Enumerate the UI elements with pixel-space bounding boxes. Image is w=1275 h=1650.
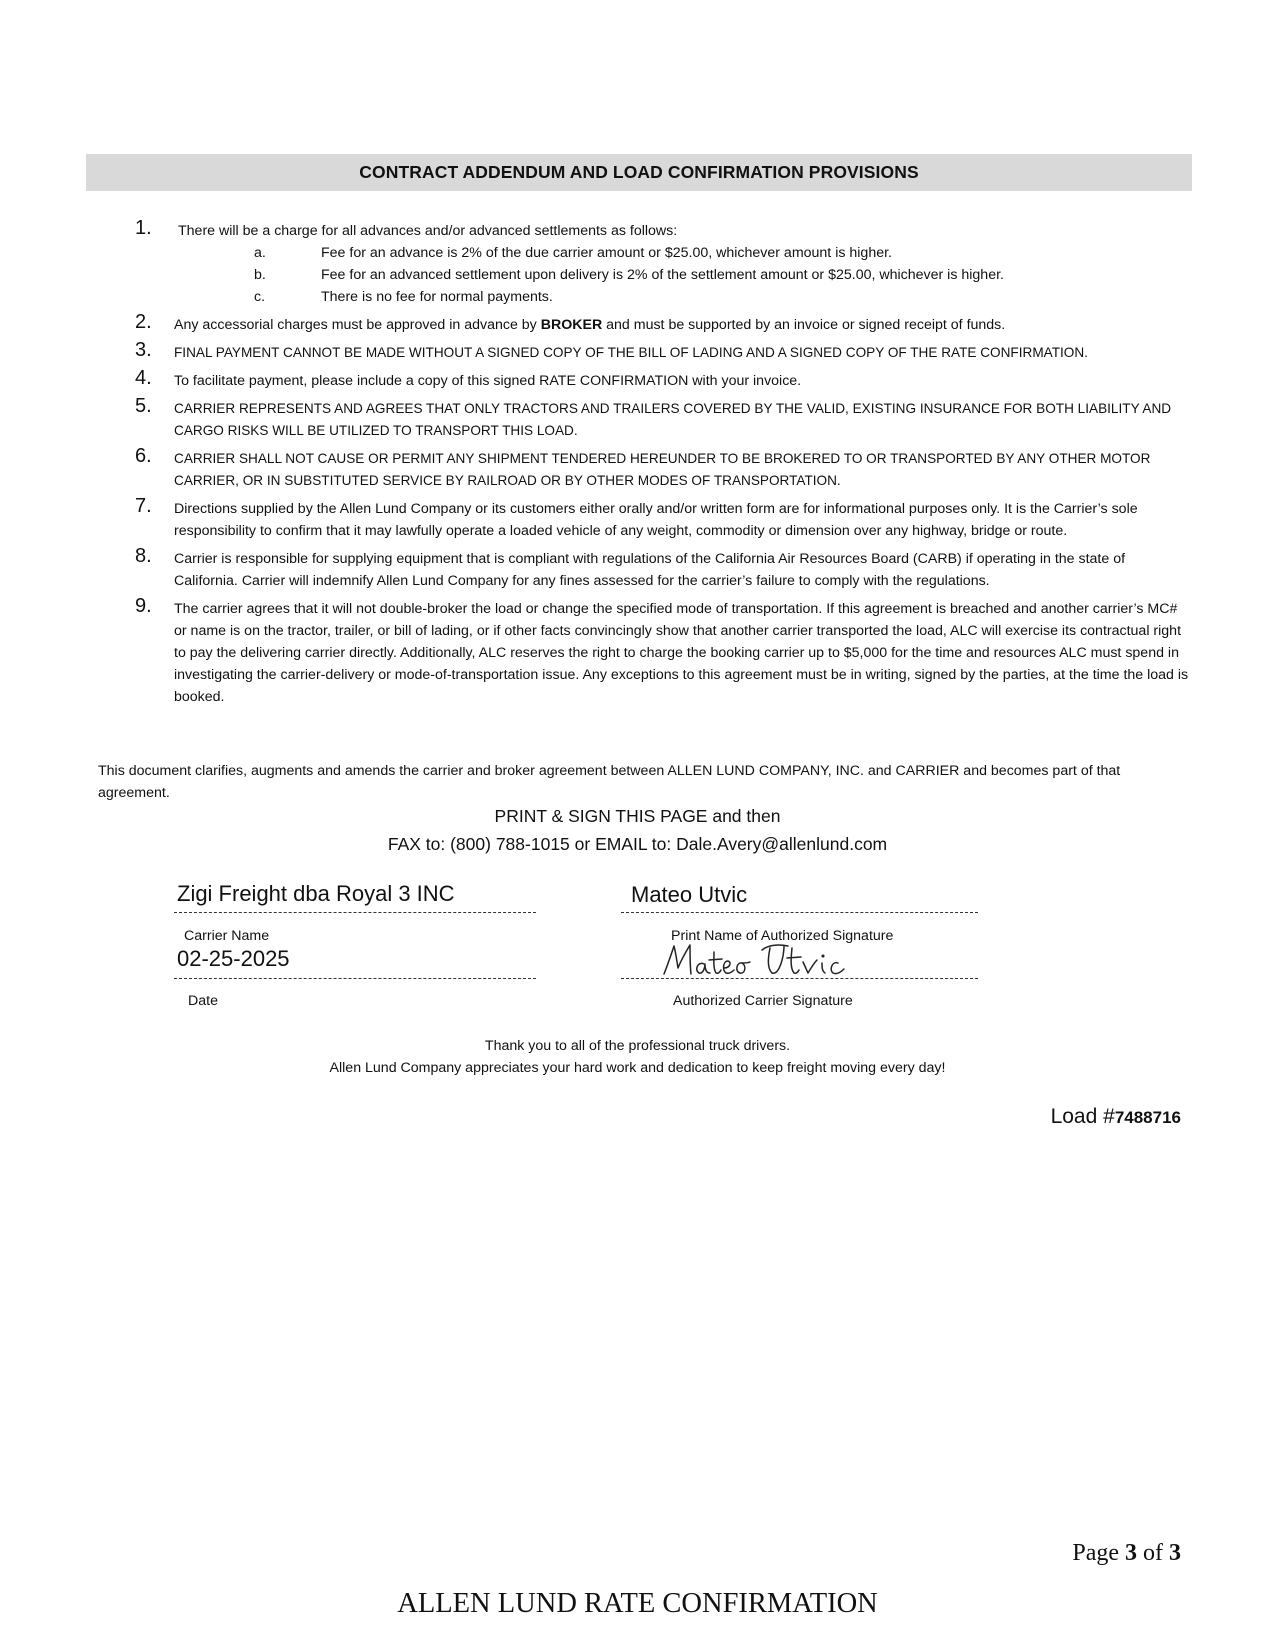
sublist-letter: a. — [254, 245, 266, 261]
provision-item — [130, 545, 1190, 592]
print-name-line — [621, 912, 978, 913]
provision-number: 5. — [135, 395, 152, 417]
carrier-name-label: Carrier Name — [184, 928, 270, 944]
provision-number: 2. — [135, 311, 152, 333]
provision-item — [130, 339, 1190, 364]
load-number — [1051, 1105, 1181, 1129]
sublist-item — [174, 242, 1190, 264]
provision-number: 4. — [135, 367, 152, 389]
provisions-list — [130, 217, 1190, 714]
clarification-text: This document clarifies, augments and amends the carrier and broker agreement between ALLEN LUND COMPANY, INC. and CARRIER and becomes part of that agreement. — [98, 763, 1121, 801]
carrier-name-field[interactable]: Zigi Freight dba Royal 3 INC — [177, 881, 455, 906]
print-name-label: Print Name of Authorized Signature — [671, 928, 894, 944]
thank-you-line: Thank you to all of the professional truck drivers. — [484, 1038, 791, 1054]
provision-text: There will be a charge for all advances and/or advanced settlements as follows: — [178, 223, 678, 239]
print-instruction: PRINT & SIGN THIS PAGE and then — [494, 806, 781, 826]
handwritten-signature[interactable] — [660, 940, 860, 982]
provision-text: Directions supplied by the Allen Lund Company or its customers either orally and/or written form are for informational purposes only. It is the Carrier’s sole responsibility to confirm that it may lawfully operate a loaded vehicle of any weight, commodity or dimension over any highway, bridge or route. — [174, 501, 1138, 539]
provision-text: Carrier is responsible for supplying equipment that is compliant with regulations of the California Air Resources Board (CARB) if operating in the state of California. Carrier will indemnify Allen Lund Company for any fines assessed for the carrier’s failure to comply with the regulations. — [174, 551, 1126, 589]
sublist-text: Fee for an advance is 2% of the due carrier amount or $25.00, whichever amount is higher. — [321, 245, 892, 261]
provision-text: FINAL PAYMENT CANNOT BE MADE WITHOUT A SIGNED COPY OF THE BILL OF LADING AND A SIGNED COPY OF THE RATE CONFIRMATION. — [174, 345, 1088, 360]
provision-number: 3. — [135, 339, 152, 361]
provision-text: CARRIER REPRESENTS AND AGREES THAT ONLY TRACTORS AND TRAILERS COVERED BY THE VALID, EXISTING INSURANCE FOR BOTH LIABILITY AND CARGO RISKS WILL BE UTILIZED TO TRANSPORT THIS LOAD. — [174, 401, 1172, 438]
page-indicator: Page 3 of 3 — [1072, 1540, 1181, 1566]
carrier-name-line — [174, 912, 536, 913]
provision-item — [130, 495, 1190, 542]
footer-title: ALLEN LUND RATE CONFIRMATION — [397, 1588, 878, 1619]
thank-you-note — [0, 1035, 1275, 1079]
sublist-item — [174, 264, 1190, 286]
sublist-text: There is no fee for normal payments. — [321, 289, 553, 305]
provision-item — [130, 367, 1190, 392]
provision-number: 7. — [135, 495, 152, 517]
sublist-letter: c. — [254, 289, 266, 305]
total-pages: 3 — [1169, 1540, 1181, 1566]
date-label: Date — [188, 993, 218, 1009]
provision-text: Any accessorial charges must be approved in advance by BROKER and must be supported by an invoice or signed receipt of funds. — [174, 317, 1006, 333]
load-label: Load # — [1050, 1105, 1115, 1128]
provision-number: 1. — [135, 217, 152, 239]
provision-item — [130, 595, 1190, 708]
broker-emphasis: BROKER — [540, 317, 603, 333]
provision-number: 9. — [135, 595, 152, 617]
provision-text: CARRIER SHALL NOT CAUSE OR PERMIT ANY SHIPMENT TENDERED HEREUNDER TO BE BROKERED TO OR TRANSPORTED BY ANY OTHER MOTOR CARRIER, OR IN SUBSTITUTED SERVICE BY RAILROAD OR BY OTHER MODES OF TRANSPORTATION. — [174, 451, 1151, 488]
sublist-text: Fee for an advanced settlement upon delivery is 2% of the settlement amount or $25.00, whichever is higher. — [321, 267, 1004, 283]
provision-number: 6. — [135, 445, 152, 467]
page-title: CONTRACT ADDENDUM AND LOAD CONFIRMATION PROVISIONS — [86, 154, 1192, 191]
date-field[interactable]: 02-25-2025 — [177, 946, 290, 971]
signature-label: Authorized Carrier Signature — [673, 993, 853, 1009]
sublist-letter: b. — [254, 267, 266, 283]
provision-text: The carrier agrees that it will not double-broker the load or change the specified mode of transportation. If this agreement is breached and another carrier’s MC# or name is on the tractor, trailer, or bill of lading, or if other facts convincingly show that another carrier transported the load, ALC will exercise its contractual right to pay the delivering carrier directly. Additionally, ALC reserves the right to charge the booking carrier up to $5,000 for the time and resources ALC must spend in investigating the carrier-delivery or mode-of-transportation issue. Any exceptions to this agreement must be in writing, signed by the parties, at the time the load is booked. — [174, 601, 1189, 705]
provision-text: To facilitate payment, please include a copy of this signed RATE CONFIRMATION with your invoice. — [174, 373, 802, 389]
provision-item — [130, 217, 1190, 308]
fee-sublist — [174, 242, 1190, 308]
sublist-item — [174, 286, 1190, 308]
submit-instruction: FAX to: (800) 788-1015 or EMAIL to: Dale.Avery@allenlund.com — [387, 834, 888, 854]
appreciation-line: Allen Lund Company appreciates your hard work and dedication to keep freight moving every day! — [329, 1060, 946, 1076]
print-name-field[interactable]: Mateo Utvic — [631, 882, 748, 907]
provision-item — [130, 311, 1190, 336]
provision-item — [130, 395, 1190, 442]
load-number-value: 7488716 — [1114, 1108, 1181, 1127]
provision-item — [130, 445, 1190, 492]
current-page: 3 — [1125, 1540, 1137, 1566]
date-line — [174, 978, 536, 979]
signature-line — [621, 978, 978, 979]
provision-number: 8. — [135, 545, 152, 567]
